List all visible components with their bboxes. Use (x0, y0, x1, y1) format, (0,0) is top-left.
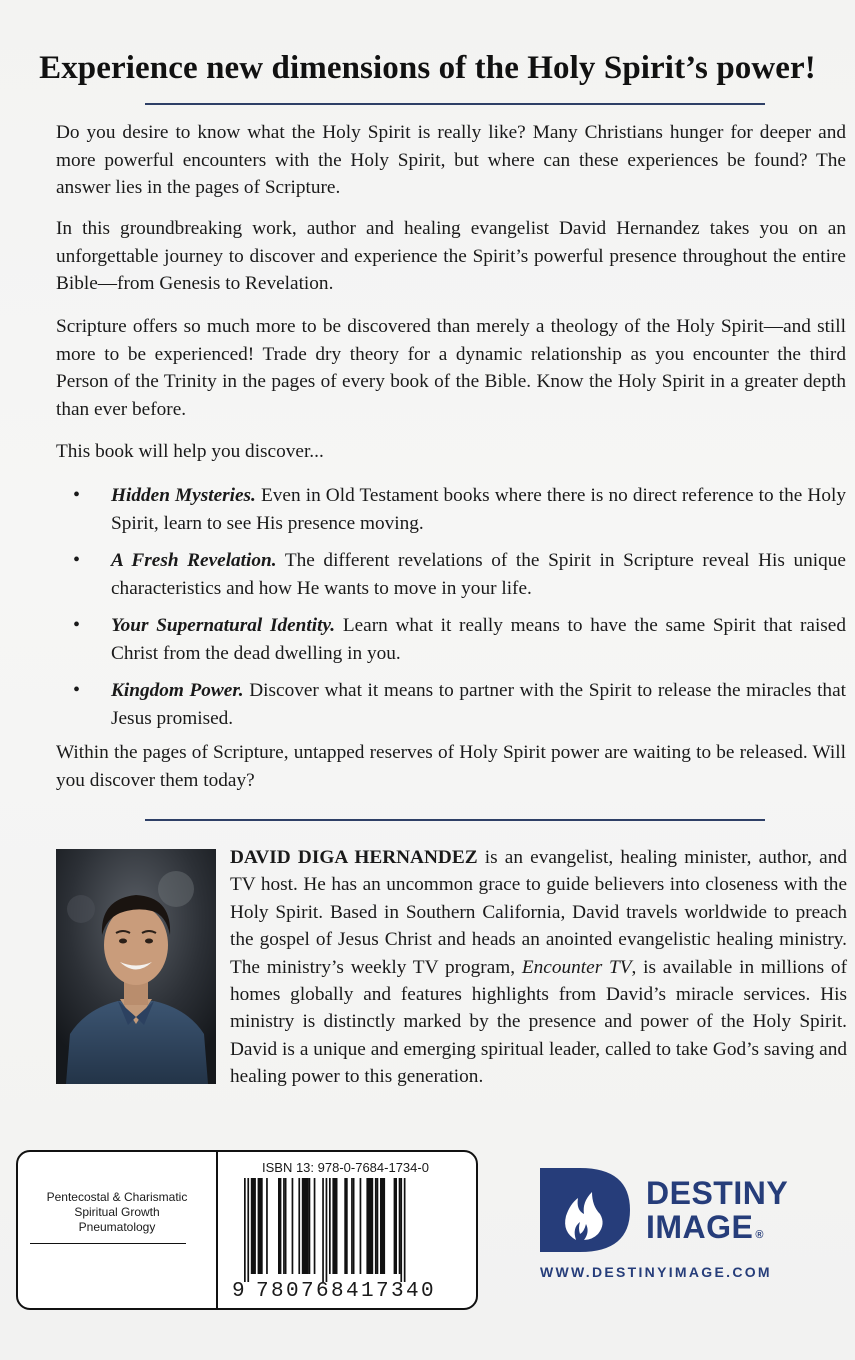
barcode-bar (247, 1178, 249, 1282)
barcode-bar (380, 1178, 385, 1274)
barcode-bar (261, 1178, 263, 1274)
barcode-digits: 780768417340 (256, 1280, 437, 1303)
barcode-bar (394, 1178, 397, 1274)
barcode-bar (329, 1178, 331, 1274)
benefit-title: Your Supernatural Identity. (111, 615, 336, 636)
barcode-bar (278, 1178, 281, 1274)
barcode-bar (285, 1178, 287, 1274)
barcode-bar (298, 1178, 300, 1274)
barcode-bar (326, 1178, 328, 1282)
barcode-bar (251, 1178, 256, 1274)
benefit-text: The different revelations of the Spirit in Scripture reveal His unique characteristics and how He wants to move in your life. (111, 550, 846, 599)
benefit-list (56, 482, 846, 742)
barcode-bar (292, 1178, 294, 1274)
closing-paragraph: Within the pages of Scripture, untapped reserves of Holy Spirit power are waiting to be released. Will you discover them today? (56, 742, 846, 791)
barcode-bar (332, 1178, 337, 1274)
category-item: Spiritual Growth (74, 1205, 160, 1219)
barcode-lead-digit: 9 (232, 1280, 248, 1303)
benefit-title: A Fresh Revelation. (111, 550, 277, 571)
barcode-bar (404, 1178, 406, 1282)
barcode-number (232, 1280, 476, 1303)
barcode-bar (314, 1178, 316, 1274)
author-bio-part-2: , is available in millions of homes globally and features highlights from David’s miracle services. His ministry is distinctly marked by the presence and power of the Holy Spirit. David is a unique and emerging spiritual leader, called to take God’s saving and healing power to this generation. (230, 956, 847, 1088)
barcode-bar (302, 1178, 309, 1274)
top-divider (145, 103, 765, 105)
barcode-bar (399, 1178, 401, 1274)
barcode-bar (375, 1178, 377, 1274)
intro-paragraph: Do you desire to know what the Holy Spirit is really like? Many Christians hunger for deeper and more powerful encounters with the Holy Spirit, but where can these experiences be found? The answer lies in the pages of Scripture. (56, 122, 846, 198)
description-paragraph: In this groundbreaking work, author and healing evangelist David Hernandez takes you on an unforgettable journey to discover and experience the Spirit’s powerful presence throughout the entire Bible—from Genesis to Revelation. (56, 218, 846, 294)
benefit-text: Learn what it really means to have the same Spirit that raised Christ from the dead dwelling in you. (111, 615, 847, 664)
publisher-url: WWW.DESTINYIMAGE.COM (540, 1264, 772, 1280)
bullet-icon: • (73, 679, 81, 701)
publisher-name (646, 1176, 788, 1252)
author-bio (230, 844, 847, 1091)
destiny-image-logo-icon (540, 1168, 630, 1252)
barcode-bar (322, 1178, 324, 1282)
category-underline (30, 1243, 186, 1244)
barcode-bar (400, 1178, 402, 1282)
barcode-icon (236, 1178, 476, 1282)
registered-mark: ® (755, 1229, 764, 1241)
discover-lead-in: This book will help you discover... (56, 441, 324, 462)
barcode-bar (344, 1178, 347, 1274)
scripture-paragraph: Scripture offers so much more to be discovered than merely a theology of the Holy Spirit—and still more to be experienced! Trade dry theory for a dynamic relationship as you encounter the third Person of the Trinity in the pages of every book of the Bible. Know the Holy Spirit in a greater depth than ever before. (56, 316, 846, 420)
barcode-bar (366, 1178, 373, 1274)
publisher-name-line-2: IMAGE (646, 1209, 754, 1245)
author-name: DAVID DIGA HERNANDEZ (230, 847, 478, 868)
barcode-bar (377, 1178, 379, 1274)
headline: Experience new dimensions of the Holy Spirit’s power! (39, 50, 816, 86)
publisher-block (540, 1168, 820, 1288)
barcode-divider (216, 1152, 218, 1310)
barcode-bar (360, 1178, 362, 1274)
barcode-bar (351, 1178, 353, 1274)
author-photo (56, 849, 216, 1084)
benefit-text: Discover what it means to partner with the Spirit to release the miracles that Jesus promised. (111, 680, 846, 729)
author-portrait-icon (56, 849, 216, 1084)
benefit-item (56, 612, 846, 667)
tv-program-name: Encounter TV (521, 956, 632, 978)
benefit-item (56, 677, 846, 732)
bullet-icon: • (73, 614, 81, 636)
author-bio-part-1: is an evangelist, healing minister, author, and TV host. He has an uncommon grace to guide believers into closeness with the Holy Spirit. Based in Southern California, David travels worldwide to preach the gospel of Jesus Christ and heads an anointed evangelistic healing ministry. The ministry’s weekly TV program, (230, 847, 847, 978)
benefit-item (56, 482, 846, 537)
isbn-label: ISBN 13: 978-0-7684-1734-0 (262, 1160, 429, 1175)
publisher-name-line-1: DESTINY (646, 1175, 789, 1211)
barcode-bar (309, 1178, 311, 1274)
benefit-title: Kingdom Power. (111, 680, 244, 701)
bullet-icon: • (73, 484, 81, 506)
benefit-text: Even in Old Testament books where there is no direct reference to the Holy Spirit, learn to see His presence moving. (111, 485, 846, 534)
author-divider (145, 819, 765, 821)
category-item: Pneumatology (78, 1220, 156, 1234)
benefit-item (56, 547, 846, 602)
bullet-icon: • (73, 549, 81, 571)
barcode-bar (283, 1178, 285, 1274)
barcode-panel (16, 1150, 478, 1310)
barcode-bar (244, 1178, 246, 1282)
category-list (30, 1190, 204, 1235)
category-item: Pentecostal & Charismatic (46, 1190, 188, 1204)
benefit-title: Hidden Mysteries. (111, 485, 256, 506)
barcode-bar (266, 1178, 268, 1274)
barcode-bar (353, 1178, 355, 1274)
barcode-bar (258, 1178, 261, 1274)
